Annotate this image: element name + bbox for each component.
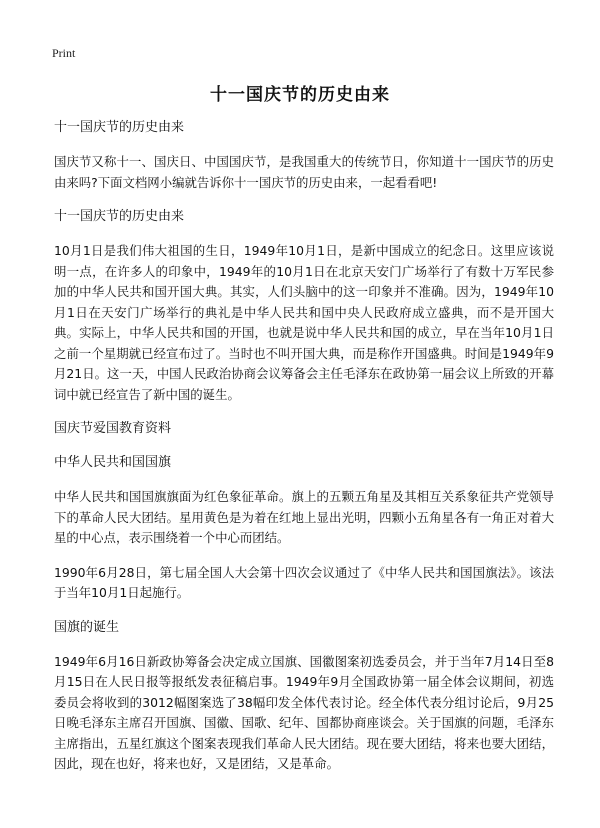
print-link[interactable]: Print xyxy=(52,46,76,60)
article-body xyxy=(54,118,554,789)
flag-law-paragraph: 1990年6月28日，第七届全国人大会第十四次会议通过了《中华人民共和国国旗法》。该法于当年10月1日起施行。 xyxy=(54,564,554,600)
flag-birth-paragraph: 1949年6月16日新政协筹备会决定成立国旗、国徽图案初选委员会，并于当年7月14日至8月15日在人民日报等报纸发表征稿启事。1949年9月全国政协第一届全体会议期间，初选委员会将收到的3012幅图案选了38幅印发全体代表讨论。经全体代表分组讨论后，9月25日晚毛泽东主席召开国旗、国徽、国歌、纪年、国都协商座谈会。关于国旗的问题，毛泽东主席指出，五星红旗这个图案表现我们革命人民大团结。现在要大团结，将来也要大团结，因此，现在也好，将来也好，又是团结，又是革命。 xyxy=(54,653,554,771)
section-heading-national-flag: 中华人民共和国国旗 xyxy=(54,455,172,470)
page-title: 十一国庆节的历史由来 xyxy=(210,85,390,105)
section-heading-history-origin-2: 十一国庆节的历史由来 xyxy=(54,209,185,224)
flag-meaning-paragraph: 中华人民共和国国旗旗面为红色象征革命。旗上的五颗五角星及其相互关系象征共产党领导下的革命人民大团结。星用黄色是为着在红地上显出光明，四颗小五角星各有一角正对着大星的中心点，表示围绕着一个中心而团结。 xyxy=(54,489,554,545)
section-heading-flag-birth: 国旗的诞生 xyxy=(54,619,120,635)
section-heading-history-origin: 十一国庆节的历史由来 xyxy=(54,120,185,135)
section-heading-patriotic-education: 国庆节爱国教育资料 xyxy=(54,421,172,436)
intro-paragraph: 国庆节又称十一、国庆日、中国国庆节，是我国重大的传统节日，你知道十一国庆节的历史由来吗?下面文档网小编就告诉你十一国庆节的历史由来，一起看看吧! xyxy=(54,154,554,190)
history-paragraph: 10月1日是我们伟大祖国的生日，1949年10月1日，是新中国成立的纪念日。这里应该说明一点，在许多人的印象中，1949年的10月1日在北京天安门广场举行了有数十万军民参加的中华人民共和国开国大典。其实，人们头脑中的这一印象并不准确。因为，1949年10月1日在天安门广场举行的典礼是中华人民共和国中央人民政府成立盛典，而不是开国大典。实际上，中华人民共和国的开国，也就是说中华人民共和国的成立，早在当年10月1日之前一个星期就已经宣布过了。当时也不叫开国大典，而是称作开国盛典。时间是1949年9月21日。这一天，中国人民政治协商会议筹备会主任毛泽东在政协第一届会议上所致的开幕词中就已经宣告了新中国的诞生。 xyxy=(54,243,554,402)
